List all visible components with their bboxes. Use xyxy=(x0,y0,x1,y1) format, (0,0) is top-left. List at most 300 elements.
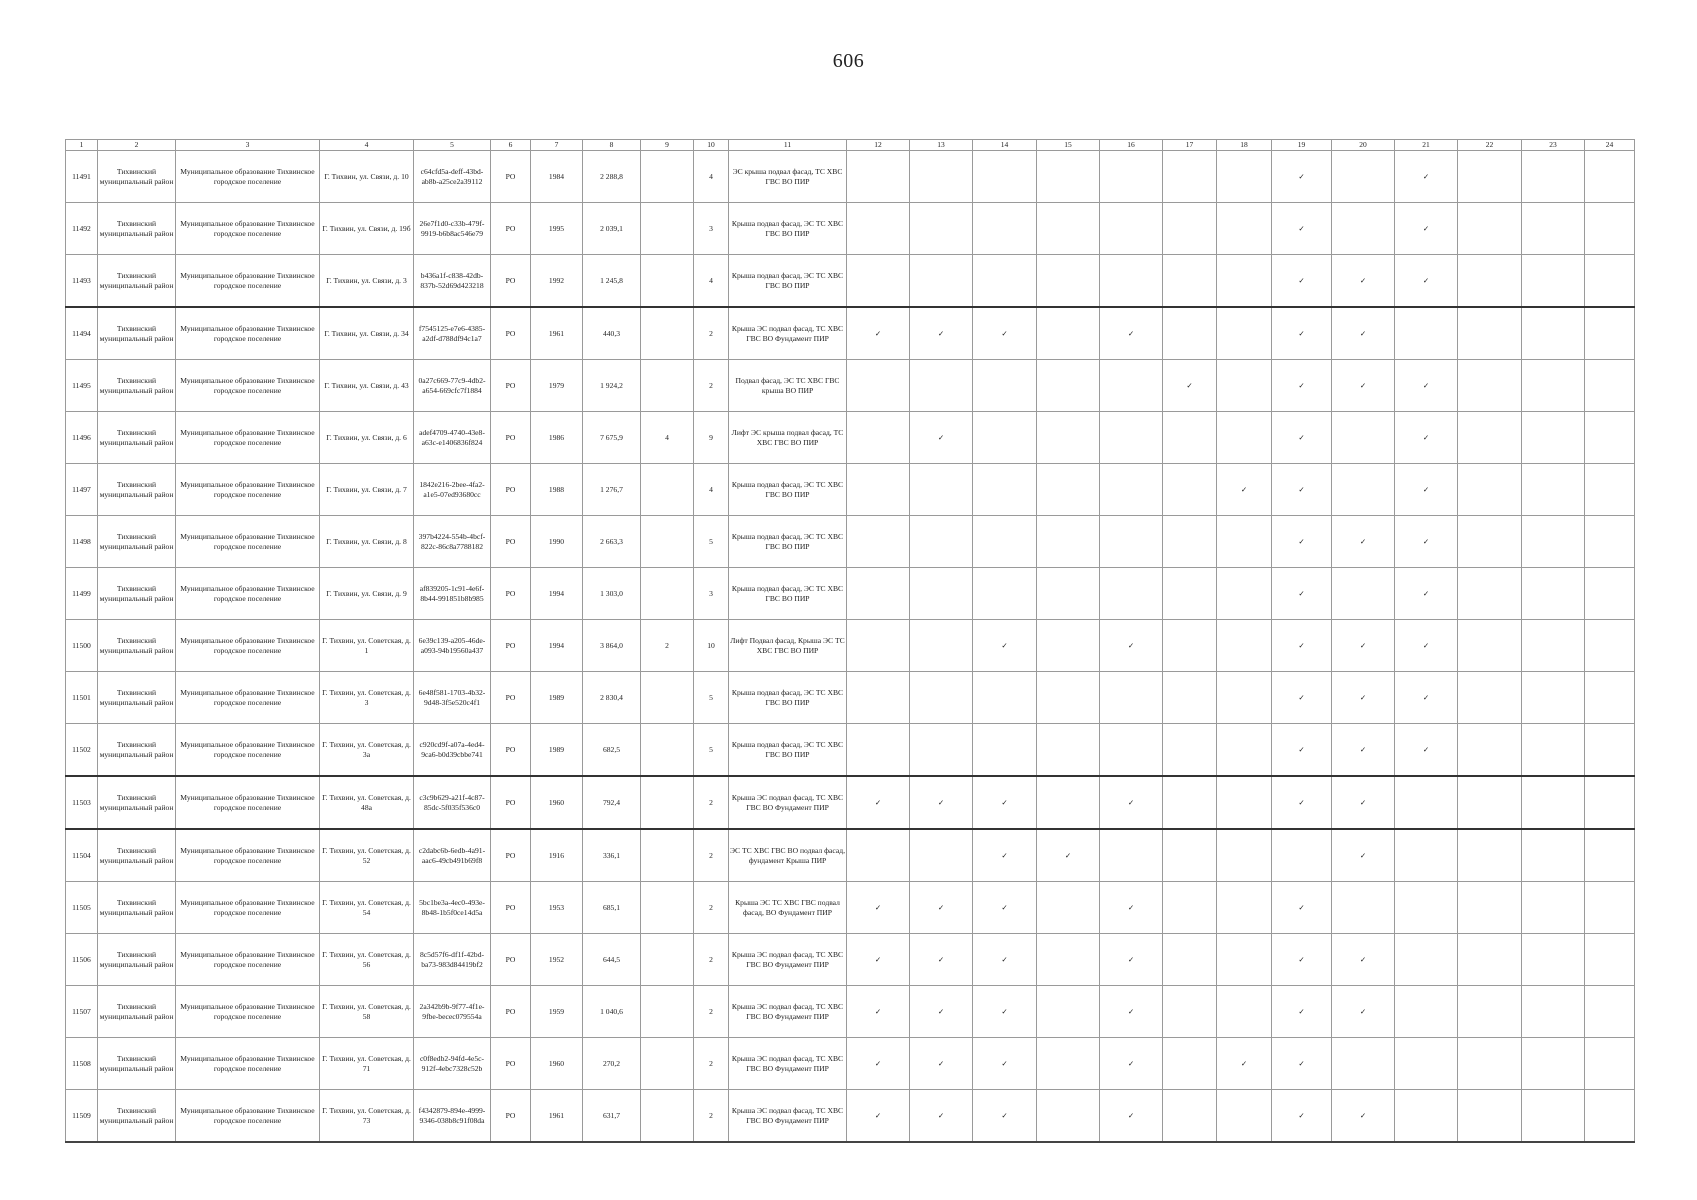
checkmark-icon: ✓ xyxy=(1272,672,1332,724)
check-cell-col-23 xyxy=(1522,516,1585,568)
check-cell-col-12 xyxy=(847,412,910,464)
checkmark-icon: ✓ xyxy=(910,307,973,360)
table-row xyxy=(66,360,1635,412)
checkmark-icon: ✓ xyxy=(1332,620,1395,672)
row-number-cell: 11500 xyxy=(66,620,98,672)
column-header: 11 xyxy=(729,140,847,151)
lifts-cell: 2 xyxy=(641,620,694,672)
table-row xyxy=(66,307,1635,360)
check-cell-col-23 xyxy=(1522,203,1585,255)
checkmark-icon: ✓ xyxy=(1395,255,1458,308)
ownership-cell: РО xyxy=(491,1090,531,1143)
floors-cell: 2 xyxy=(694,986,729,1038)
guid-cell: 6e48f581-1703-4b32-9d48-3f5e520c4f1 xyxy=(414,672,491,724)
check-cell-col-12 xyxy=(847,151,910,203)
check-cell-col-15 xyxy=(1037,307,1100,360)
check-cell-col-13 xyxy=(910,829,973,882)
check-cell-col-15 xyxy=(1037,1090,1100,1143)
row-number-cell: 11498 xyxy=(66,516,98,568)
check-cell-col-23 xyxy=(1522,151,1585,203)
municipality-cell: Муниципальное образование Тихвинское городское поселение xyxy=(176,724,320,777)
row-number-cell: 11494 xyxy=(66,307,98,360)
check-cell-col-24 xyxy=(1585,1038,1635,1090)
check-cell-col-22 xyxy=(1458,151,1522,203)
floors-cell: 2 xyxy=(694,1038,729,1090)
lifts-cell xyxy=(641,203,694,255)
check-cell-col-18 xyxy=(1217,412,1272,464)
floors-cell: 2 xyxy=(694,1090,729,1143)
check-cell-col-17 xyxy=(1163,776,1217,829)
check-cell-col-15 xyxy=(1037,776,1100,829)
check-cell-col-17 xyxy=(1163,151,1217,203)
row-number-cell: 11504 xyxy=(66,829,98,882)
table-row xyxy=(66,1090,1635,1143)
floors-cell: 4 xyxy=(694,255,729,308)
ownership-cell: РО xyxy=(491,724,531,777)
checkmark-icon: ✓ xyxy=(1100,934,1163,986)
column-header: 3 xyxy=(176,140,320,151)
checkmark-icon: ✓ xyxy=(973,934,1037,986)
works-cell: Крыша ЭС подвал фасад, ТС ХВС ГВС ВО Фундамент ПИР xyxy=(729,1038,847,1090)
ownership-cell: РО xyxy=(491,412,531,464)
floors-cell: 4 xyxy=(694,464,729,516)
area-cell: 1 924,2 xyxy=(583,360,641,412)
works-cell: Крыша подвал фасад, ЭС ТС ХВС ГВС ВО ПИР xyxy=(729,203,847,255)
year-cell: 1959 xyxy=(531,986,583,1038)
column-header: 2 xyxy=(98,140,176,151)
checkmark-icon: ✓ xyxy=(1395,724,1458,777)
address-cell: Г. Тихвин, ул. Советская, д. 54 xyxy=(320,882,414,934)
check-cell-col-18 xyxy=(1217,360,1272,412)
check-cell-col-22 xyxy=(1458,672,1522,724)
check-cell-col-22 xyxy=(1458,255,1522,308)
check-cell-col-23 xyxy=(1522,776,1585,829)
column-header: 4 xyxy=(320,140,414,151)
table-row xyxy=(66,516,1635,568)
floors-cell: 2 xyxy=(694,934,729,986)
floors-cell: 2 xyxy=(694,829,729,882)
check-cell-col-22 xyxy=(1458,203,1522,255)
row-number-cell: 11491 xyxy=(66,151,98,203)
check-cell-col-22 xyxy=(1458,360,1522,412)
check-cell-col-22 xyxy=(1458,620,1522,672)
checkmark-icon: ✓ xyxy=(1100,307,1163,360)
check-cell-col-15 xyxy=(1037,882,1100,934)
check-cell-col-13 xyxy=(910,255,973,308)
column-header: 10 xyxy=(694,140,729,151)
check-cell-col-23 xyxy=(1522,464,1585,516)
checkmark-icon: ✓ xyxy=(910,986,973,1038)
municipality-cell: Муниципальное образование Тихвинское городское поселение xyxy=(176,307,320,360)
check-cell-col-18 xyxy=(1217,516,1272,568)
district-cell: Тихвинский муниципальный район xyxy=(98,203,176,255)
table-row xyxy=(66,882,1635,934)
column-header: 13 xyxy=(910,140,973,151)
checkmark-icon: ✓ xyxy=(847,1090,910,1143)
check-cell-col-15 xyxy=(1037,568,1100,620)
municipality-cell: Муниципальное образование Тихвинское городское поселение xyxy=(176,882,320,934)
municipality-cell: Муниципальное образование Тихвинское городское поселение xyxy=(176,412,320,464)
checkmark-icon: ✓ xyxy=(910,934,973,986)
works-cell: Крыша подвал фасад, ЭС ТС ХВС ГВС ВО ПИР xyxy=(729,672,847,724)
lifts-cell xyxy=(641,464,694,516)
check-cell-col-15 xyxy=(1037,620,1100,672)
checkmark-icon: ✓ xyxy=(1272,412,1332,464)
address-cell: Г. Тихвин, ул. Советская, д. 73 xyxy=(320,1090,414,1143)
address-cell: Г. Тихвин, ул. Связи, д. 8 xyxy=(320,516,414,568)
check-cell-col-23 xyxy=(1522,1090,1585,1143)
address-cell: Г. Тихвин, ул. Советская, д. 58 xyxy=(320,986,414,1038)
district-cell: Тихвинский муниципальный район xyxy=(98,464,176,516)
works-cell: Крыша ЭС подвал фасад, ТС ХВС ГВС ВО Фундамент ПИР xyxy=(729,986,847,1038)
check-cell-col-16 xyxy=(1100,203,1163,255)
lifts-cell xyxy=(641,255,694,308)
check-cell-col-15 xyxy=(1037,934,1100,986)
table-row xyxy=(66,776,1635,829)
checkmark-icon: ✓ xyxy=(910,412,973,464)
checkmark-icon: ✓ xyxy=(973,882,1037,934)
check-cell-col-14 xyxy=(973,516,1037,568)
area-cell: 1 276,7 xyxy=(583,464,641,516)
area-cell: 1 303,0 xyxy=(583,568,641,620)
checkmark-icon: ✓ xyxy=(1100,1038,1163,1090)
table-row xyxy=(66,412,1635,464)
column-header: 14 xyxy=(973,140,1037,151)
check-cell-col-23 xyxy=(1522,882,1585,934)
check-cell-col-14 xyxy=(973,255,1037,308)
ownership-cell: РО xyxy=(491,620,531,672)
check-cell-col-14 xyxy=(973,724,1037,777)
check-cell-col-12 xyxy=(847,464,910,516)
column-header: 23 xyxy=(1522,140,1585,151)
address-cell: Г. Тихвин, ул. Советская, д. 71 xyxy=(320,1038,414,1090)
checkmark-icon: ✓ xyxy=(1332,986,1395,1038)
ownership-cell: РО xyxy=(491,829,531,882)
check-cell-col-16 xyxy=(1100,516,1163,568)
check-cell-col-17 xyxy=(1163,203,1217,255)
district-cell: Тихвинский муниципальный район xyxy=(98,412,176,464)
check-cell-col-17 xyxy=(1163,986,1217,1038)
checkmark-icon: ✓ xyxy=(1272,255,1332,308)
lifts-cell xyxy=(641,1038,694,1090)
check-cell-col-23 xyxy=(1522,255,1585,308)
checkmark-icon: ✓ xyxy=(1272,568,1332,620)
address-cell: Г. Тихвин, ул. Советская, д. 3 xyxy=(320,672,414,724)
checkmark-icon: ✓ xyxy=(973,829,1037,882)
check-cell-col-18 xyxy=(1217,986,1272,1038)
check-cell-col-18 xyxy=(1217,934,1272,986)
checkmark-icon: ✓ xyxy=(1272,776,1332,829)
check-cell-col-21 xyxy=(1395,986,1458,1038)
year-cell: 1995 xyxy=(531,203,583,255)
municipality-cell: Муниципальное образование Тихвинское городское поселение xyxy=(176,255,320,308)
column-header: 16 xyxy=(1100,140,1163,151)
row-number-cell: 11501 xyxy=(66,672,98,724)
works-cell: Крыша ЭС подвал фасад, ТС ХВС ГВС ВО Фундамент ПИР xyxy=(729,1090,847,1143)
year-cell: 1986 xyxy=(531,412,583,464)
check-cell-col-23 xyxy=(1522,568,1585,620)
check-cell-col-23 xyxy=(1522,672,1585,724)
column-header: 21 xyxy=(1395,140,1458,151)
checkmark-icon: ✓ xyxy=(1332,829,1395,882)
year-cell: 1989 xyxy=(531,672,583,724)
checkmark-icon: ✓ xyxy=(973,620,1037,672)
check-cell-col-18 xyxy=(1217,1090,1272,1143)
check-cell-col-12 xyxy=(847,203,910,255)
checkmark-icon: ✓ xyxy=(1395,412,1458,464)
ownership-cell: РО xyxy=(491,1038,531,1090)
address-cell: Г. Тихвин, ул. Связи, д. 3 xyxy=(320,255,414,308)
checkmark-icon: ✓ xyxy=(1272,934,1332,986)
row-number-cell: 11499 xyxy=(66,568,98,620)
check-cell-col-20 xyxy=(1332,568,1395,620)
floors-cell: 5 xyxy=(694,672,729,724)
year-cell: 1984 xyxy=(531,151,583,203)
lifts-cell xyxy=(641,360,694,412)
works-cell: Крыша подвал фасад, ЭС ТС ХВС ГВС ВО ПИР xyxy=(729,724,847,777)
area-cell: 2 288,8 xyxy=(583,151,641,203)
row-number-cell: 11509 xyxy=(66,1090,98,1143)
checkmark-icon: ✓ xyxy=(1395,151,1458,203)
checkmark-icon: ✓ xyxy=(1395,672,1458,724)
check-cell-col-24 xyxy=(1585,412,1635,464)
checkmark-icon: ✓ xyxy=(847,934,910,986)
address-cell: Г. Тихвин, ул. Связи, д. 19б xyxy=(320,203,414,255)
checkmark-icon: ✓ xyxy=(1100,882,1163,934)
check-cell-col-20 xyxy=(1332,412,1395,464)
check-cell-col-12 xyxy=(847,672,910,724)
year-cell: 1994 xyxy=(531,568,583,620)
table-row xyxy=(66,255,1635,308)
checkmark-icon: ✓ xyxy=(1395,360,1458,412)
area-cell: 7 675,9 xyxy=(583,412,641,464)
check-cell-col-13 xyxy=(910,672,973,724)
year-cell: 1990 xyxy=(531,516,583,568)
checkmark-icon: ✓ xyxy=(1272,307,1332,360)
check-cell-col-15 xyxy=(1037,986,1100,1038)
guid-cell: 397b4224-554b-4bcf-822c-86c8a7788182 xyxy=(414,516,491,568)
district-cell: Тихвинский муниципальный район xyxy=(98,307,176,360)
check-cell-col-24 xyxy=(1585,203,1635,255)
check-cell-col-18 xyxy=(1217,620,1272,672)
address-cell: Г. Тихвин, ул. Советская, д. 56 xyxy=(320,934,414,986)
area-cell: 644,5 xyxy=(583,934,641,986)
check-cell-col-22 xyxy=(1458,1090,1522,1143)
check-cell-col-14 xyxy=(973,360,1037,412)
check-cell-col-24 xyxy=(1585,360,1635,412)
address-cell: Г. Тихвин, ул. Связи, д. 43 xyxy=(320,360,414,412)
table-row xyxy=(66,724,1635,777)
year-cell: 1961 xyxy=(531,307,583,360)
district-cell: Тихвинский муниципальный район xyxy=(98,1090,176,1143)
lifts-cell xyxy=(641,568,694,620)
check-cell-col-21 xyxy=(1395,1090,1458,1143)
works-cell: ЭС ТС ХВС ГВС ВО подвал фасад, фундамент Крыша ПИР xyxy=(729,829,847,882)
checkmark-icon: ✓ xyxy=(1332,934,1395,986)
guid-cell: 2a342b9b-9f77-4f1e-9fbe-becec079554a xyxy=(414,986,491,1038)
check-cell-col-17 xyxy=(1163,934,1217,986)
check-cell-col-18 xyxy=(1217,882,1272,934)
year-cell: 1979 xyxy=(531,360,583,412)
floors-cell: 2 xyxy=(694,307,729,360)
table-row xyxy=(66,829,1635,882)
year-cell: 1961 xyxy=(531,1090,583,1143)
check-cell-col-16 xyxy=(1100,464,1163,516)
works-cell: Крыша подвал фасад, ЭС ТС ХВС ГВС ВО ПИР xyxy=(729,255,847,308)
guid-cell: 5bc1be3a-4ec0-493e-8b48-1b5f0ce14d5a xyxy=(414,882,491,934)
check-cell-col-17 xyxy=(1163,829,1217,882)
district-cell: Тихвинский муниципальный район xyxy=(98,882,176,934)
checkmark-icon: ✓ xyxy=(1332,307,1395,360)
district-cell: Тихвинский муниципальный район xyxy=(98,986,176,1038)
checkmark-icon: ✓ xyxy=(1217,464,1272,516)
check-cell-col-14 xyxy=(973,464,1037,516)
guid-cell: f7545125-e7e6-4385-a2df-d788df94c1a7 xyxy=(414,307,491,360)
municipality-cell: Муниципальное образование Тихвинское городское поселение xyxy=(176,1090,320,1143)
checkmark-icon: ✓ xyxy=(847,776,910,829)
check-cell-col-24 xyxy=(1585,464,1635,516)
year-cell: 1952 xyxy=(531,934,583,986)
column-header: 9 xyxy=(641,140,694,151)
check-cell-col-18 xyxy=(1217,776,1272,829)
ownership-cell: РО xyxy=(491,151,531,203)
checkmark-icon: ✓ xyxy=(1100,620,1163,672)
address-cell: Г. Тихвин, ул. Связи, д. 34 xyxy=(320,307,414,360)
municipality-cell: Муниципальное образование Тихвинское городское поселение xyxy=(176,986,320,1038)
check-cell-col-17 xyxy=(1163,1038,1217,1090)
checkmark-icon: ✓ xyxy=(1395,464,1458,516)
district-cell: Тихвинский муниципальный район xyxy=(98,672,176,724)
municipality-cell: Муниципальное образование Тихвинское городское поселение xyxy=(176,776,320,829)
floors-cell: 5 xyxy=(694,516,729,568)
check-cell-col-13 xyxy=(910,464,973,516)
check-cell-col-17 xyxy=(1163,1090,1217,1143)
area-cell: 3 864,0 xyxy=(583,620,641,672)
check-cell-col-15 xyxy=(1037,1038,1100,1090)
works-cell: Крыша ЭС подвал фасад, ТС ХВС ГВС ВО Фундамент ПИР xyxy=(729,307,847,360)
district-cell: Тихвинский муниципальный район xyxy=(98,568,176,620)
check-cell-col-22 xyxy=(1458,724,1522,777)
check-cell-col-22 xyxy=(1458,516,1522,568)
works-cell: Лифт Подвал фасад, Крыша ЭС ТС ХВС ГВС ВО ПИР xyxy=(729,620,847,672)
check-cell-col-14 xyxy=(973,568,1037,620)
column-header: 24 xyxy=(1585,140,1635,151)
row-number-cell: 11492 xyxy=(66,203,98,255)
municipality-cell: Муниципальное образование Тихвинское городское поселение xyxy=(176,464,320,516)
works-cell: Крыша подвал фасад, ЭС ТС ХВС ГВС ВО ПИР xyxy=(729,516,847,568)
district-cell: Тихвинский муниципальный район xyxy=(98,255,176,308)
floors-cell: 10 xyxy=(694,620,729,672)
district-cell: Тихвинский муниципальный район xyxy=(98,934,176,986)
table-row xyxy=(66,151,1635,203)
lifts-cell xyxy=(641,882,694,934)
ownership-cell: РО xyxy=(491,934,531,986)
district-cell: Тихвинский муниципальный район xyxy=(98,516,176,568)
registry-table xyxy=(65,139,1635,1143)
column-header: 15 xyxy=(1037,140,1100,151)
area-cell: 270,2 xyxy=(583,1038,641,1090)
guid-cell: f4342879-894e-4999-9346-038b8c91f08da xyxy=(414,1090,491,1143)
ownership-cell: РО xyxy=(491,307,531,360)
ownership-cell: РО xyxy=(491,882,531,934)
area-cell: 682,5 xyxy=(583,724,641,777)
checkmark-icon: ✓ xyxy=(1100,776,1163,829)
municipality-cell: Муниципальное образование Тихвинское городское поселение xyxy=(176,672,320,724)
check-cell-col-24 xyxy=(1585,672,1635,724)
checkmark-icon: ✓ xyxy=(910,1038,973,1090)
check-cell-col-14 xyxy=(973,412,1037,464)
check-cell-col-15 xyxy=(1037,412,1100,464)
check-cell-col-17 xyxy=(1163,464,1217,516)
checkmark-icon: ✓ xyxy=(973,986,1037,1038)
check-cell-col-12 xyxy=(847,829,910,882)
check-cell-col-22 xyxy=(1458,464,1522,516)
check-cell-col-16 xyxy=(1100,255,1163,308)
check-cell-col-12 xyxy=(847,255,910,308)
table-row xyxy=(66,620,1635,672)
checkmark-icon: ✓ xyxy=(1332,724,1395,777)
year-cell: 1992 xyxy=(531,255,583,308)
check-cell-col-17 xyxy=(1163,307,1217,360)
checkmark-icon: ✓ xyxy=(1272,724,1332,777)
table-row xyxy=(66,986,1635,1038)
guid-cell: c0f8edb2-94fd-4e5c-912f-4ebc7328c52b xyxy=(414,1038,491,1090)
check-cell-col-15 xyxy=(1037,151,1100,203)
lifts-cell xyxy=(641,672,694,724)
municipality-cell: Муниципальное образование Тихвинское городское поселение xyxy=(176,151,320,203)
check-cell-col-22 xyxy=(1458,776,1522,829)
year-cell: 1960 xyxy=(531,776,583,829)
checkmark-icon: ✓ xyxy=(1395,568,1458,620)
area-cell: 631,7 xyxy=(583,1090,641,1143)
table-row xyxy=(66,568,1635,620)
check-cell-col-18 xyxy=(1217,203,1272,255)
checkmark-icon: ✓ xyxy=(1100,1090,1163,1143)
works-cell: Крыша подвал фасад, ЭС ТС ХВС ГВС ВО ПИР xyxy=(729,568,847,620)
address-cell: Г. Тихвин, ул. Связи, д. 9 xyxy=(320,568,414,620)
table-row xyxy=(66,464,1635,516)
check-cell-col-13 xyxy=(910,724,973,777)
row-number-cell: 11508 xyxy=(66,1038,98,1090)
check-cell-col-24 xyxy=(1585,882,1635,934)
address-cell: Г. Тихвин, ул. Связи, д. 6 xyxy=(320,412,414,464)
checkmark-icon: ✓ xyxy=(1163,360,1217,412)
area-cell: 336,1 xyxy=(583,829,641,882)
guid-cell: 0a27c669-77c9-4db2-a654-669cfc7f1884 xyxy=(414,360,491,412)
address-cell: Г. Тихвин, ул. Связи, д. 7 xyxy=(320,464,414,516)
check-cell-col-23 xyxy=(1522,934,1585,986)
works-cell: Крыша ЭС ТС ХВС ГВС подвал фасад, ВО Фундамент ПИР xyxy=(729,882,847,934)
checkmark-icon: ✓ xyxy=(1272,986,1332,1038)
check-cell-col-12 xyxy=(847,568,910,620)
check-cell-col-13 xyxy=(910,360,973,412)
check-cell-col-24 xyxy=(1585,151,1635,203)
checkmark-icon: ✓ xyxy=(973,776,1037,829)
municipality-cell: Муниципальное образование Тихвинское городское поселение xyxy=(176,203,320,255)
area-cell: 2 039,1 xyxy=(583,203,641,255)
checkmark-icon: ✓ xyxy=(1037,829,1100,882)
check-cell-col-20 xyxy=(1332,464,1395,516)
checkmark-icon: ✓ xyxy=(973,1090,1037,1143)
check-cell-col-21 xyxy=(1395,934,1458,986)
check-cell-col-18 xyxy=(1217,307,1272,360)
year-cell: 1989 xyxy=(531,724,583,777)
checkmark-icon: ✓ xyxy=(1272,882,1332,934)
area-cell: 1 040,6 xyxy=(583,986,641,1038)
check-cell-col-24 xyxy=(1585,255,1635,308)
check-cell-col-16 xyxy=(1100,568,1163,620)
check-cell-col-15 xyxy=(1037,255,1100,308)
